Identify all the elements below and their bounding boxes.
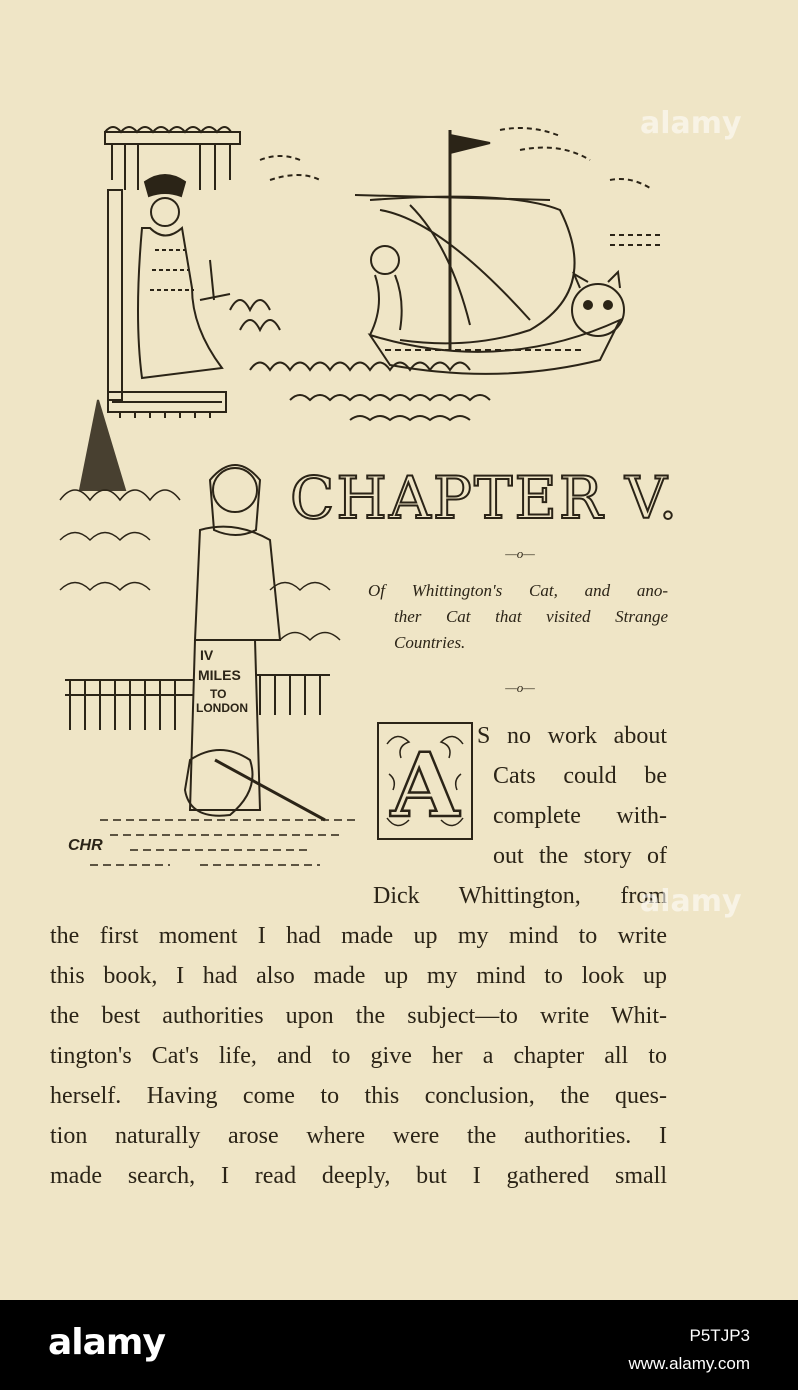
watermark-middle: alamy	[640, 884, 742, 919]
milestone-text-4: LONDON	[196, 701, 248, 715]
chapter-heading-text: CHAPTER V.	[290, 464, 680, 532]
separator-top: —o—	[505, 546, 535, 561]
body-line-3: complete with-	[493, 803, 667, 829]
footer-info	[628, 1322, 750, 1378]
drop-cap-ornament	[379, 724, 471, 838]
watermark-top: alamy	[640, 106, 742, 141]
body-line-9: tington's Cat's life, and to give her a chapter all to	[50, 1043, 667, 1069]
body-line-10: herself. Having come to this conclusion, the ques-	[50, 1083, 667, 1109]
drop-cap-letter: A	[390, 733, 460, 837]
drop-cap	[377, 722, 473, 840]
milestone-text-3: TO	[210, 687, 227, 701]
body-line-8: the best authorities upon the subject—to write Whit-	[50, 1003, 667, 1029]
body-line-6: the first moment I had made up my mind to write	[50, 923, 667, 949]
subtitle-line-3: Countries.	[394, 633, 466, 652]
subtitle-line-2: ther Cat that visited Strange	[394, 607, 668, 626]
body-line-2: Cats could be	[493, 763, 667, 789]
milestone-text-2: MILES	[198, 667, 241, 683]
body-line-11: tion naturally arose where were the authorities. I	[50, 1123, 667, 1149]
body-line-1: S no work about	[477, 723, 667, 749]
illustrator-signature: CHR	[68, 837, 103, 854]
body-line-4: out the story of	[493, 843, 667, 869]
separator-bottom: —o—	[505, 680, 535, 695]
stock-footer	[0, 1300, 798, 1390]
site-url: www.alamy.com	[628, 1354, 750, 1373]
milestone-text-1: IV	[200, 647, 214, 663]
body-line-12: made search, I read deeply, but I gathered small	[50, 1163, 667, 1189]
chapter-subtitle	[368, 578, 668, 656]
subtitle-line-1: Of Whittington's Cat, and ano-	[368, 581, 668, 600]
chapter-heading	[290, 440, 680, 540]
image-id: P5TJP3	[689, 1326, 750, 1345]
footer-logo: alamy	[48, 1322, 165, 1363]
body-line-5: Dick Whittington, from	[373, 883, 667, 909]
body-line-7: this book, I had also made up my mind to look up	[50, 963, 667, 989]
